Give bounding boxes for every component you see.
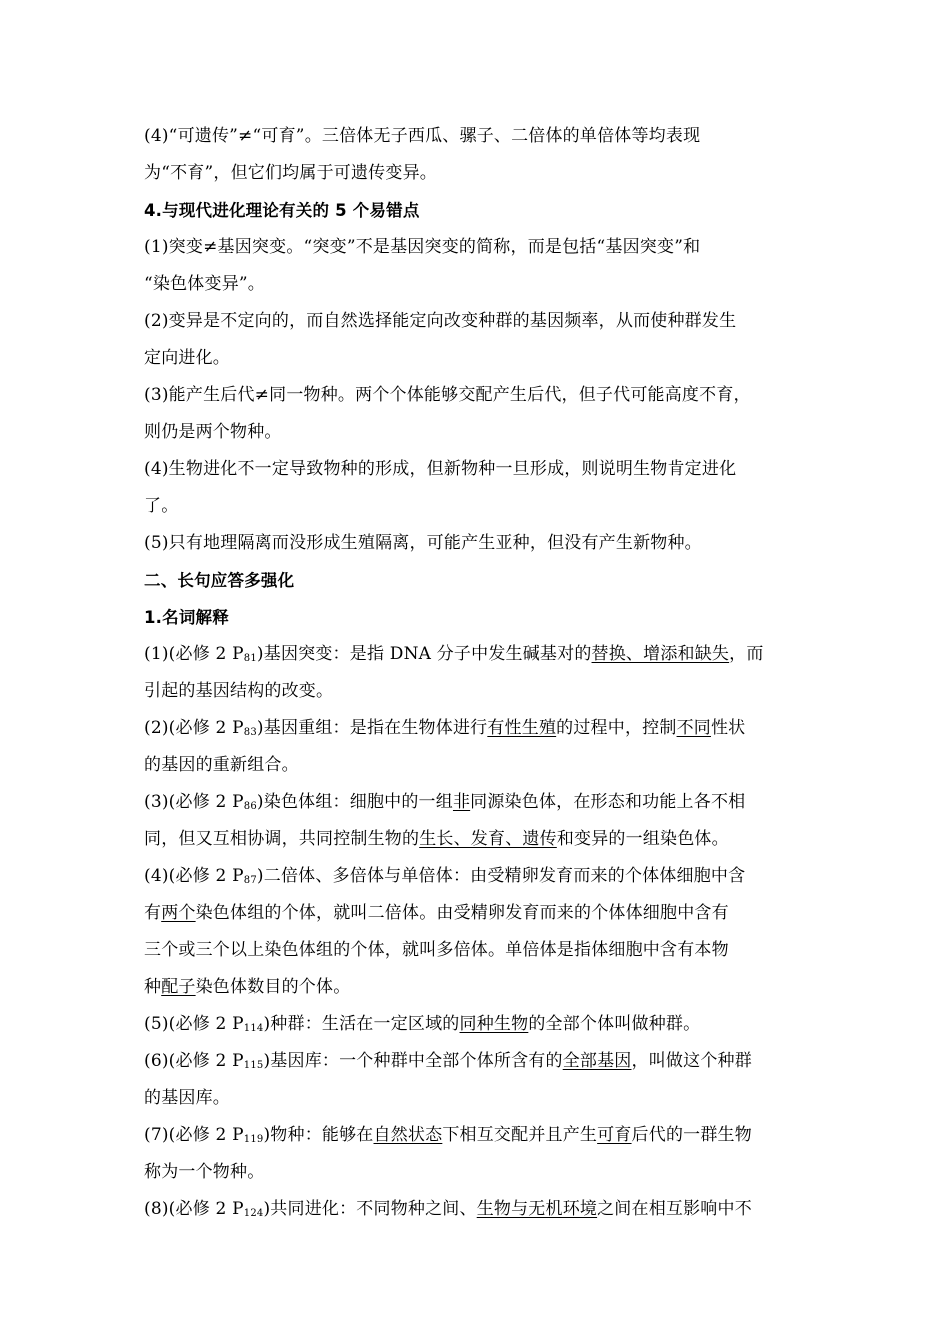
text-segment: ，叫做这个种群: [631, 1051, 752, 1071]
page-ref-subscript: 81: [243, 653, 257, 664]
text-line: [144, 969, 820, 1006]
text-segment: 为“不育”，但它们均属于可遗传变异。: [144, 163, 437, 183]
text-segment: 性状: [710, 718, 746, 738]
page-ref-subscript: 124: [243, 1208, 264, 1219]
text-segment: (4)(必修 2 P: [144, 866, 244, 886]
text-segment: )共同进化：不同物种之间、: [263, 1199, 477, 1219]
text-segment: 定向进化。: [144, 348, 230, 368]
text-line: [144, 747, 820, 784]
text-segment: 了。: [144, 496, 179, 516]
underlined-term: 不同: [676, 718, 711, 738]
section-heading: [144, 599, 820, 636]
text-line: [144, 673, 820, 710]
section-heading: [144, 192, 820, 229]
text-line: [144, 303, 820, 340]
text-segment: (3)能产生后代≠同一物种。两个个体能够交配产生后代，但子代可能高度不育，: [144, 385, 751, 405]
text-line: [144, 266, 820, 303]
text-segment: 同源染色体，在形态和功能上各不相: [470, 792, 746, 812]
text-line: [144, 525, 820, 562]
text-line: [144, 155, 820, 192]
text-segment: 二、长句应答多强化: [144, 571, 295, 590]
text-segment: (5)(必修 2 P: [144, 1014, 244, 1034]
text-segment: 称为一个物种。: [144, 1162, 265, 1182]
text-segment: (8)(必修 2 P: [144, 1199, 244, 1219]
text-segment: )染色体组：细胞中的一组: [256, 792, 453, 812]
text-segment: 三个或三个以上染色体组的个体，就叫多倍体。单倍体是指体细胞中含有本物: [144, 940, 729, 960]
text-line: [144, 488, 820, 525]
page-ref-subscript: 119: [243, 1134, 264, 1145]
text-segment: 则仍是两个物种。: [144, 422, 282, 442]
text-segment: 的基因的重新组合。: [144, 755, 299, 775]
text-segment: (4)生物进化不一定导致物种的形成，但新物种一旦形成，则说明生物肯定进化: [144, 459, 737, 479]
text-segment: 之间在相互影响中不: [597, 1199, 752, 1219]
text-segment: )基因重组：是指在生物体进行: [256, 718, 488, 738]
underlined-term: 同种生物: [459, 1014, 529, 1034]
text-line: [144, 895, 820, 932]
underlined-term: 非: [452, 792, 471, 812]
underlined-term: 配子: [161, 977, 196, 997]
underlined-term: 可育: [597, 1125, 632, 1145]
text-segment: )物种：能够在: [263, 1125, 374, 1145]
text-segment: )二倍体、多倍体与单倍体：由受精卵发育而来的个体体细胞中含: [256, 866, 746, 886]
text-line: [144, 1006, 820, 1043]
text-segment: 引起的基因结构的改变。: [144, 681, 334, 701]
text-line: [144, 784, 820, 821]
text-segment: (2)变异是不定向的，而自然选择能定向改变种群的基因频率，从而使种群发生: [144, 311, 737, 331]
text-segment: 有: [144, 903, 162, 923]
text-line: [144, 377, 820, 414]
text-line: [144, 636, 820, 673]
text-segment: (5)只有地理隔离而没形成生殖隔离，可能产生亚种，但没有产生新物种。: [144, 533, 702, 553]
text-segment: 种: [144, 977, 162, 997]
text-segment: 染色体数目的个体。: [195, 977, 351, 997]
text-line: [144, 858, 820, 895]
page-ref-subscript: 114: [243, 1023, 264, 1034]
text-segment: 后代的一群生物: [631, 1125, 752, 1145]
text-segment: 4.与现代进化理论有关的 5 个易错点: [144, 201, 420, 220]
page-ref-subscript: 86: [243, 801, 257, 812]
page-ref-subscript: 83: [243, 727, 257, 738]
text-line: [144, 1117, 820, 1154]
text-segment: )种群：生活在一定区域的: [263, 1014, 460, 1034]
text-line: [144, 1080, 820, 1117]
text-line: [144, 1154, 820, 1191]
text-line: [144, 932, 820, 969]
text-segment: (4)“可遗传”≠“可育”。三倍体无子西瓜、骡子、二倍体的单倍体等均表现: [144, 126, 701, 146]
underlined-term: 自然状态: [373, 1125, 443, 1145]
underlined-term: 两个: [161, 903, 196, 923]
text-segment: (7)(必修 2 P: [144, 1125, 244, 1145]
underlined-term: 有性生殖: [487, 718, 557, 738]
section-heading: [144, 562, 820, 599]
text-segment: )基因库：一个种群中全部个体所含有的: [263, 1051, 563, 1071]
text-line: [144, 414, 820, 451]
text-segment: )基因突变：是指 DNA 分子中发生碱基对的: [256, 644, 592, 664]
text-line: [144, 451, 820, 488]
text-line: [144, 710, 820, 747]
underlined-term: 生物与无机环境: [476, 1199, 598, 1219]
text-line: [144, 1043, 820, 1080]
text-segment: (1)突变≠基因突变。“突变”不是基因突变的简称，而是包括“基因突变”和: [144, 237, 701, 257]
page-ref-subscript: 87: [243, 875, 257, 886]
text-line: [144, 1191, 820, 1228]
text-segment: 1.名词解释: [144, 608, 229, 627]
text-segment: (1)(必修 2 P: [144, 644, 244, 664]
text-line: [144, 821, 820, 858]
text-segment: 和变异的一组染色体。: [556, 829, 729, 849]
text-line: [144, 340, 820, 377]
text-segment: ，而: [729, 644, 764, 664]
text-segment: (2)(必修 2 P: [144, 718, 244, 738]
text-segment: 同，但又互相协调，共同控制生物的: [144, 829, 420, 849]
underlined-term: 替换、增添和缺失: [591, 644, 730, 664]
text-segment: (6)(必修 2 P: [144, 1051, 244, 1071]
text-line: [144, 118, 820, 155]
text-segment: “染色体变异”。: [144, 274, 265, 294]
underlined-term: 生长、发育、遗传: [419, 829, 557, 849]
text-segment: 染色体组的个体，就叫二倍体。由受精卵发育而来的个体体细胞中含有: [195, 903, 729, 923]
text-segment: 的过程中，控制: [556, 718, 677, 738]
page-ref-subscript: 115: [243, 1060, 264, 1071]
text-segment: 下相互交配并且产生: [442, 1125, 598, 1145]
document-page: [144, 118, 820, 1228]
text-line: [144, 229, 820, 266]
underlined-term: 全部基因: [562, 1051, 632, 1071]
text-segment: (3)(必修 2 P: [144, 792, 244, 812]
text-segment: 的全部个体叫做种群。: [528, 1014, 701, 1034]
text-segment: 的基因库。: [144, 1088, 230, 1108]
